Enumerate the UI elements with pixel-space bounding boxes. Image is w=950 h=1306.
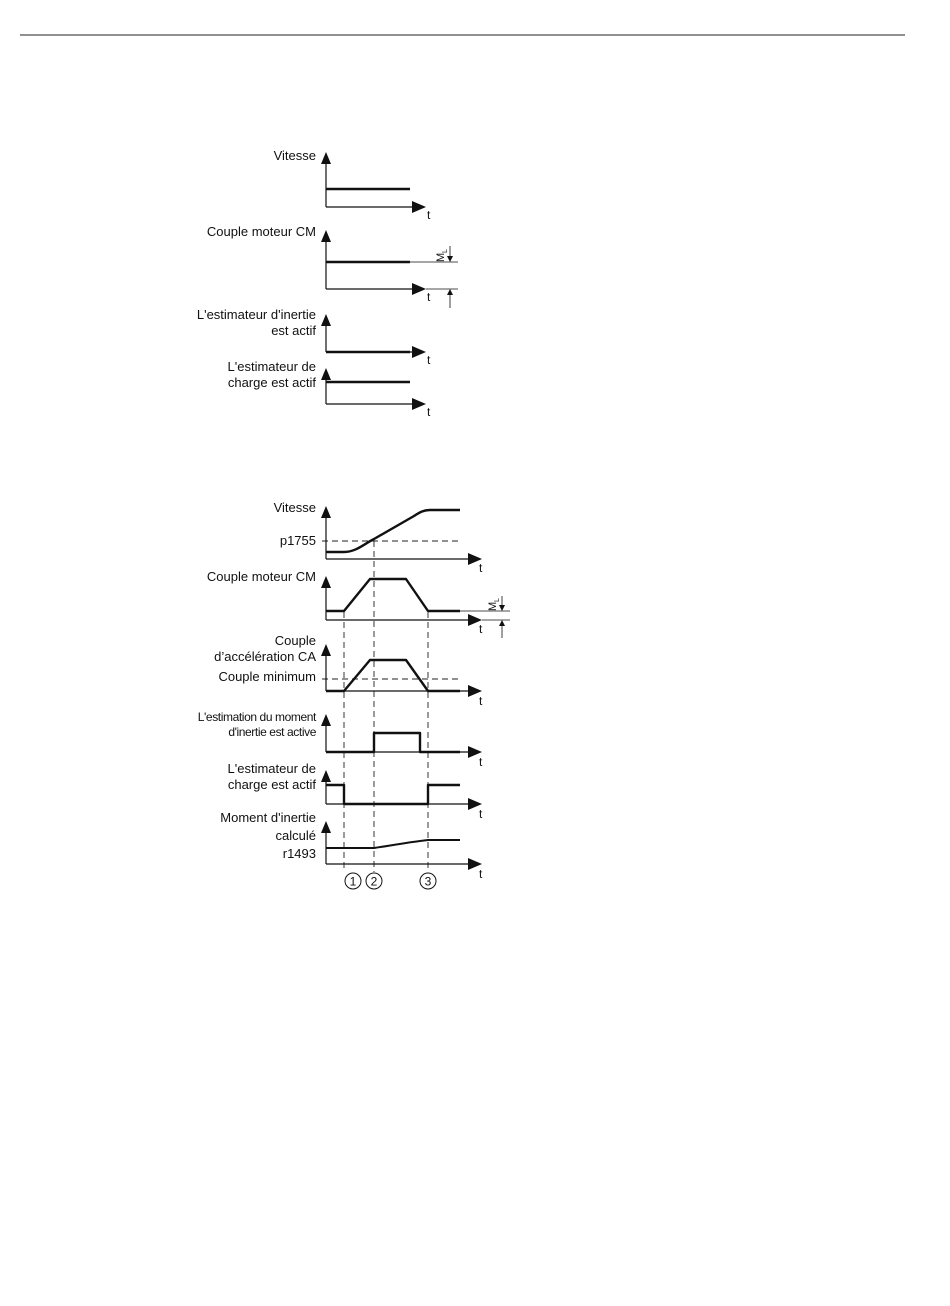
d1-load-label-line2: charge est actif (227, 375, 316, 390)
d2-torque-signal (326, 579, 460, 611)
d2-calc-signal (326, 840, 460, 848)
d2-load-y-arrow (321, 770, 331, 782)
d2-calc-y-arrow (321, 821, 331, 833)
d2-ml-dim-arrow-bottom (499, 620, 505, 626)
d2-ml-main: M (487, 601, 499, 611)
d1-ml-label (435, 249, 449, 262)
d1-speed-label: Vitesse (273, 148, 316, 163)
d1-load-t-arrow (412, 398, 426, 410)
d2-marker-1-label: 1 (349, 874, 357, 889)
d1-inertia-t-label: t (427, 353, 431, 367)
d2-speed-signal (326, 510, 460, 552)
d1-ml-dim-arrow-top (447, 256, 453, 262)
d2-inertia-signal (326, 733, 460, 752)
d2-speed-label: Vitesse (273, 500, 316, 515)
d2-calc-t-label: t (479, 867, 483, 881)
d1-motor-torque-plot (207, 224, 458, 308)
d2-inertia-y-arrow (321, 714, 331, 726)
d2-accel-t-label: t (479, 694, 483, 708)
d2-load-signal (326, 785, 460, 804)
d2-torque-y-arrow (321, 576, 331, 588)
d2-inertia-t-label: t (479, 755, 483, 769)
d2-calc-label-line2: calculé (275, 828, 316, 843)
d2-speed-threshold-label: p1755 (279, 533, 316, 548)
d1-inertia-label-line1: L'estimateur d'inertie (196, 307, 316, 322)
d2-load-t-label: t (479, 807, 483, 821)
d1-inertia-estimator-plot (197, 307, 431, 367)
d2-motor-torque-label: Couple moteur CM (206, 569, 316, 584)
d1-load-label-line1: L'estimateur de (227, 359, 316, 374)
d1-ml-sub: L (442, 249, 449, 253)
d2-inertia-label-line1: L'estimation du moment (197, 710, 316, 724)
d2-calc-label-line1: Moment d'inertie (220, 810, 316, 825)
d2-accel-label-line2: d’accélération CA (214, 649, 316, 664)
d2-calc-label-line3: r1493 (282, 846, 316, 861)
d1-torque-t-label: t (427, 290, 431, 304)
d2-motor-torque-plot (207, 569, 510, 638)
diagram-1 (197, 148, 458, 419)
d2-marker-3-label: 3 (424, 874, 432, 889)
d1-torque-y-arrow (321, 230, 331, 242)
d1-ml-main: M (435, 252, 447, 262)
d2-accel-label-line1: Couple (274, 633, 316, 648)
d2-speed-t-label: t (479, 561, 483, 575)
d2-calc-inertia-plot (220, 810, 483, 881)
d1-load-estimator-plot (228, 359, 431, 419)
d2-accel-torque-plot (214, 633, 483, 708)
d2-accel-y-arrow (321, 644, 331, 656)
d2-marker-3 (420, 873, 436, 889)
d2-accel-signal (326, 660, 460, 691)
d2-load-label-line1: L'estimateur de (227, 761, 316, 776)
d2-speed-plot (274, 500, 483, 575)
d1-speed-y-arrow (321, 152, 331, 164)
d1-inertia-t-arrow (412, 346, 426, 358)
d1-ml-dim-arrow-bottom (447, 289, 453, 295)
d2-marker-1 (345, 873, 361, 889)
d2-load-label-line2: charge est actif (227, 777, 316, 792)
d1-inertia-y-arrow (321, 314, 331, 326)
d1-speed-t-label: t (427, 208, 431, 222)
d2-ml-dim-arrow-top (499, 605, 505, 611)
d2-min-torque-label: Couple minimum (218, 669, 316, 684)
d2-speed-y-arrow (321, 506, 331, 518)
diagram-2 (198, 500, 510, 889)
d2-marker-2 (366, 873, 382, 889)
d2-marker-2-label: 2 (370, 874, 378, 889)
d2-ml-label (487, 598, 501, 611)
d2-inertia-label-line2: d'inertie est active (228, 725, 316, 739)
d2-torque-t-label: t (479, 622, 483, 636)
d1-speed-plot (274, 148, 431, 222)
d1-load-t-label: t (427, 405, 431, 419)
d1-inertia-label-line2: est actif (271, 323, 316, 338)
d2-ml-sub: L (494, 598, 501, 602)
d1-load-y-arrow (321, 368, 331, 380)
d1-torque-t-arrow (412, 283, 426, 295)
d1-speed-t-arrow (412, 201, 426, 213)
d1-motor-torque-label: Couple moteur CM (206, 224, 316, 239)
